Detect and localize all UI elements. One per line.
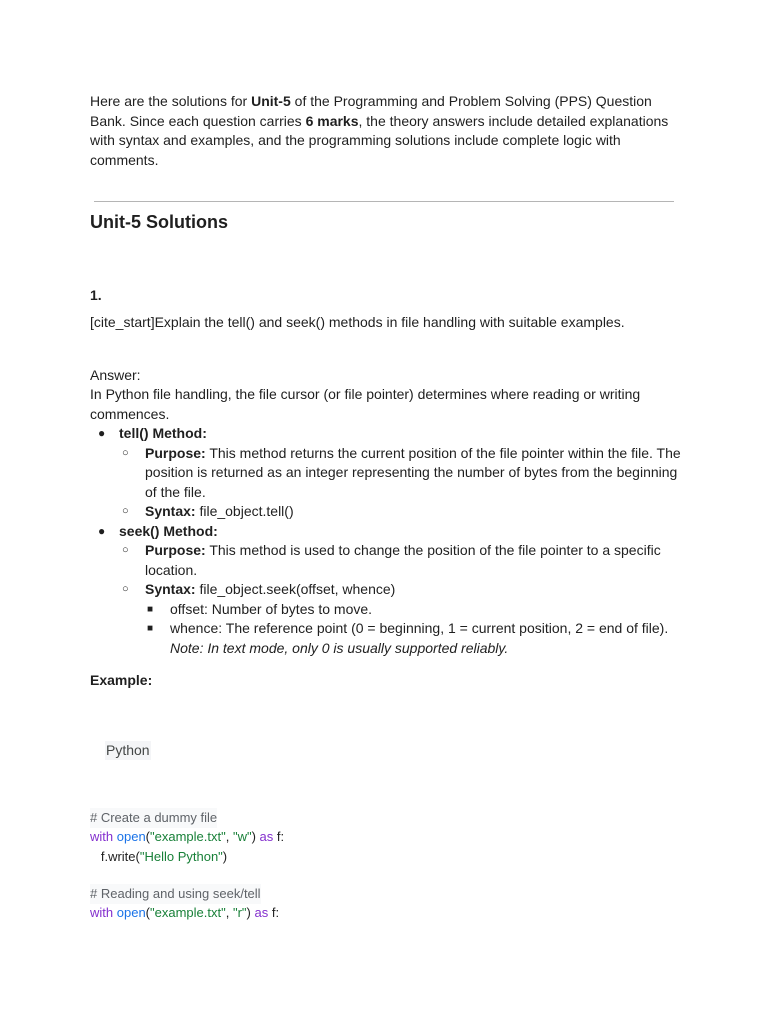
- question-number: 1.: [90, 287, 102, 303]
- answer-label: Answer:: [90, 367, 141, 383]
- bullet-square-icon: ■: [147, 623, 154, 634]
- list-item-offset: [90, 600, 690, 620]
- code-keyword: with: [90, 829, 114, 844]
- seek-syntax-text: file_object.seek(offset, whence): [195, 581, 396, 597]
- code-string: "w": [232, 829, 252, 844]
- tell-syntax-label: Syntax:: [145, 503, 196, 519]
- horizontal-divider: [94, 201, 674, 202]
- code-call: f.write(: [100, 849, 140, 864]
- tell-purpose-text: This method returns the current position of the file pointer within the file. The position is returned as an integer representing the number of bytes from the beginning of the file.: [145, 444, 681, 500]
- code-line-1: [90, 808, 217, 828]
- whence-param-text: whence: The reference point (0 = beginning, 1 = current position, 2 = end of file).: [170, 620, 669, 636]
- seek-purpose-label: Purpose:: [145, 542, 206, 558]
- code-comment: # Reading and using seek/tell: [90, 884, 261, 904]
- code-string: "example.txt": [150, 829, 226, 844]
- list-item-tell: [90, 424, 690, 444]
- bullet-square-icon: ■: [147, 603, 154, 615]
- code-keyword: as: [259, 829, 274, 844]
- list-item-seek-purpose: [90, 541, 690, 580]
- tell-syntax-text: file_object.tell(): [195, 503, 294, 519]
- bullet-disc-icon: ●: [98, 426, 106, 440]
- tell-purpose-label: Purpose:: [145, 444, 206, 461]
- intro-marks-bold: 6 marks: [305, 112, 359, 129]
- list-item-tell-syntax: [90, 502, 690, 522]
- question-text: [cite_start]Explain the tell() and seek() methods in file handling with suitable examples.: [90, 314, 625, 330]
- bullet-disc-icon: ●: [98, 523, 106, 538]
- answer-intro: In Python file handling, the file cursor (or file pointer) determines where reading or writing commences.: [90, 386, 641, 422]
- code-line-5: with open("example.txt", "r") as f:: [90, 905, 280, 920]
- section-heading: Unit-5 Solutions: [90, 212, 228, 232]
- code-function: open: [116, 905, 146, 920]
- code-line-4: [90, 884, 261, 904]
- code-language-label: Python: [106, 742, 150, 758]
- intro-paragraph: [90, 92, 680, 170]
- code-comment: # Create a dummy file: [90, 808, 217, 828]
- tell-title: tell() Method:: [119, 425, 207, 441]
- code-function: open: [116, 829, 146, 844]
- code-variable: f:: [271, 905, 280, 920]
- code-keyword: as: [254, 905, 269, 920]
- bullet-circle-icon: ○: [122, 446, 129, 459]
- intro-text-3: , the theory answers include detailed explanations with syntax and examples, and the programming solutions include complete logic with comments.: [90, 112, 669, 168]
- bullet-circle-icon: ○: [122, 544, 129, 556]
- seek-purpose-text: This method is used to change the position of the file pointer to a specific location.: [145, 542, 661, 578]
- code-keyword: with: [90, 905, 114, 920]
- code-variable: f:: [276, 829, 285, 844]
- code-string: "r": [232, 905, 247, 920]
- code-string: "Hello Python": [139, 849, 223, 864]
- list-item-whence: [90, 619, 690, 639]
- bullet-circle-icon: ○: [122, 505, 129, 517]
- example-label: Example:: [90, 672, 153, 688]
- code-line-2: with open("example.txt", "w") as f:: [90, 829, 285, 844]
- bullet-circle-icon: ○: [122, 583, 129, 595]
- list-item-seek: [90, 522, 690, 542]
- intro-text-2: of the Programming and Problem Solving (PPS) Question Bank. Since each question carries: [90, 93, 652, 129]
- code-string: "example.txt": [150, 905, 226, 920]
- list-item-tell-purpose: [90, 444, 690, 503]
- list-item-seek-syntax: [90, 580, 690, 600]
- code-line-3: f.write("Hello Python"): [100, 849, 228, 864]
- offset-param-text: offset: Number of bytes to move.: [170, 600, 373, 617]
- seek-title: seek() Method:: [119, 522, 218, 539]
- intro-unit-bold: Unit-5: [251, 93, 291, 109]
- intro-text-1: Here are the solutions for: [90, 93, 252, 109]
- seek-syntax-label: Syntax:: [145, 581, 196, 597]
- answer-list: [90, 424, 690, 658]
- note-text: Note: In text mode, only 0 is usually supported reliably.: [170, 639, 509, 656]
